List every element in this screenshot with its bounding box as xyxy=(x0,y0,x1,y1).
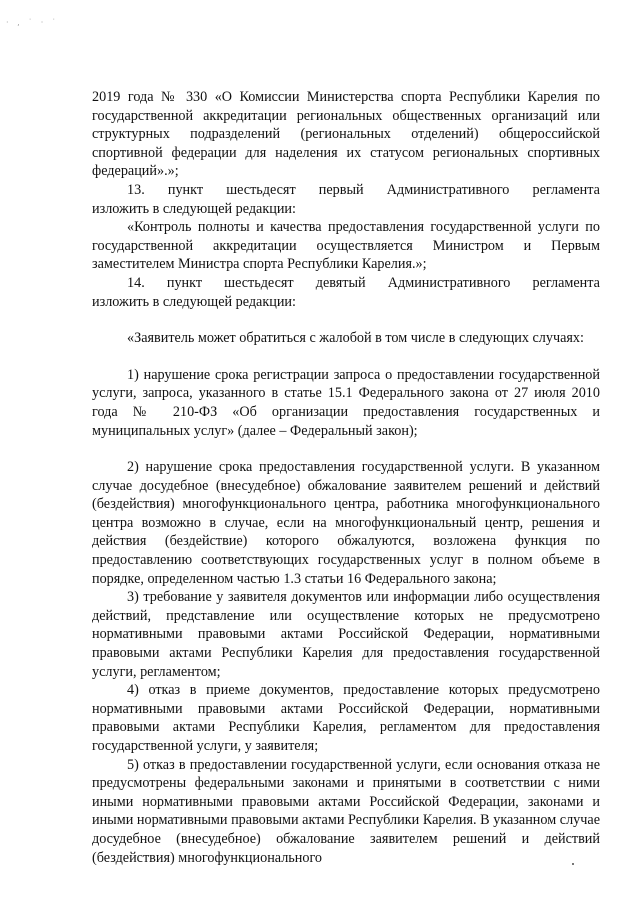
spacer xyxy=(92,348,600,366)
paragraph-control-quality: «Контроль полноты и качества предоставления государственной услуги по государственной аккредитации осуществляется Министром и Первым заместителем Министра спорта Республики Карелия.»; xyxy=(92,219,600,273)
item-14-heading xyxy=(92,274,600,293)
item-13-word: регламента xyxy=(532,181,600,198)
item-14-word: шестьдесят xyxy=(224,274,294,291)
document-body xyxy=(92,88,600,867)
paragraph-case-4: 4) отказ в приеме документов, предоставление которых предусмотрено нормативными правовыми актами Российской Федерации, нормативными правовыми актами Республики Карелия, регламентом для предоставления государственной услуги, у заявителя; xyxy=(92,682,600,754)
item-13-word: первый xyxy=(318,181,364,198)
item-14-word: 14. xyxy=(127,274,145,291)
item-13-continuation: изложить в следующей редакции: xyxy=(92,200,296,217)
item-13-heading xyxy=(92,181,600,200)
paragraph-case-3: 3) требование у заявителя документов или информации либо осуществления действий, представление или осуществление которых не предусмотрено нормативными правовыми актами Российской Федерации, нормативными правовыми актами Республики Карелия для предоставления государственной услуги, регламентом; xyxy=(92,589,600,680)
item-14-word: девятый xyxy=(315,274,366,291)
item-14-word: пункт xyxy=(166,274,203,291)
item-13-word: пункт xyxy=(167,181,204,198)
paragraph-commission-order: 2019 года № 330 «О Комиссии Министерства спорта Республики Карелия по государственной аккредитации региональных общественных организаций или структурных подразделений (региональных отделений) общероссийской спортивной федерации для наделения их статусом региональных спортивных федераций».»; xyxy=(92,89,600,180)
paragraph-case-1: 1) нарушение срока регистрации запроса о предоставлении государственной услуги, запроса, указанного в статье 15.1 Федерального закона от 27 июля 2010 года № 210-ФЗ «Об организации предоставления государственных и муниципальных услуг» (далее – Федеральный закон); xyxy=(92,366,600,439)
item-14-word: Административного xyxy=(387,274,511,291)
scan-speck xyxy=(572,863,574,865)
paragraph-case-2: 2) нарушение срока предоставления государственной услуги. В указанном случае досудебное (внесудебное) обжалование заявителем решений и действий (бездействия) многофункционального центра, работника многофункционального центра возможно в случае, если на многофункциональный центр, решения и действия (бездействие) которого обжалуются, возложена функция по предоставлению соответствующих государственных услуг в полном объеме в порядке, определенном частью 1.3 статьи 16 Федерального закона; xyxy=(92,459,600,587)
spacer xyxy=(92,311,600,329)
scan-artifact: · , ˙ · ˙ xyxy=(6,18,59,27)
item-14-continuation: изложить в следующей редакции: xyxy=(92,293,296,310)
item-13-word: 13. xyxy=(127,181,145,198)
paragraph-complaint-intro: «Заявитель может обратиться с жалобой в том числе в следующих случаях: xyxy=(127,330,584,347)
spacer xyxy=(92,440,600,458)
item-13-word: Административного xyxy=(386,181,510,198)
paragraph-case-5: 5) отказ в предоставлении государственной услуги, если основания отказа не предусмотрены федеральными законами и принятыми в соответствии с ними иными нормативными правовыми актами Российской Федерации, законами и иными нормативными правовыми актами Республики Карелия. В указанном случае досудебное (внесудебное) обжалование заявителем решений и действий (бездействия) многофункционального xyxy=(92,756,600,866)
item-13-word: шестьдесят xyxy=(226,181,296,198)
item-14-word: регламента xyxy=(532,274,600,291)
